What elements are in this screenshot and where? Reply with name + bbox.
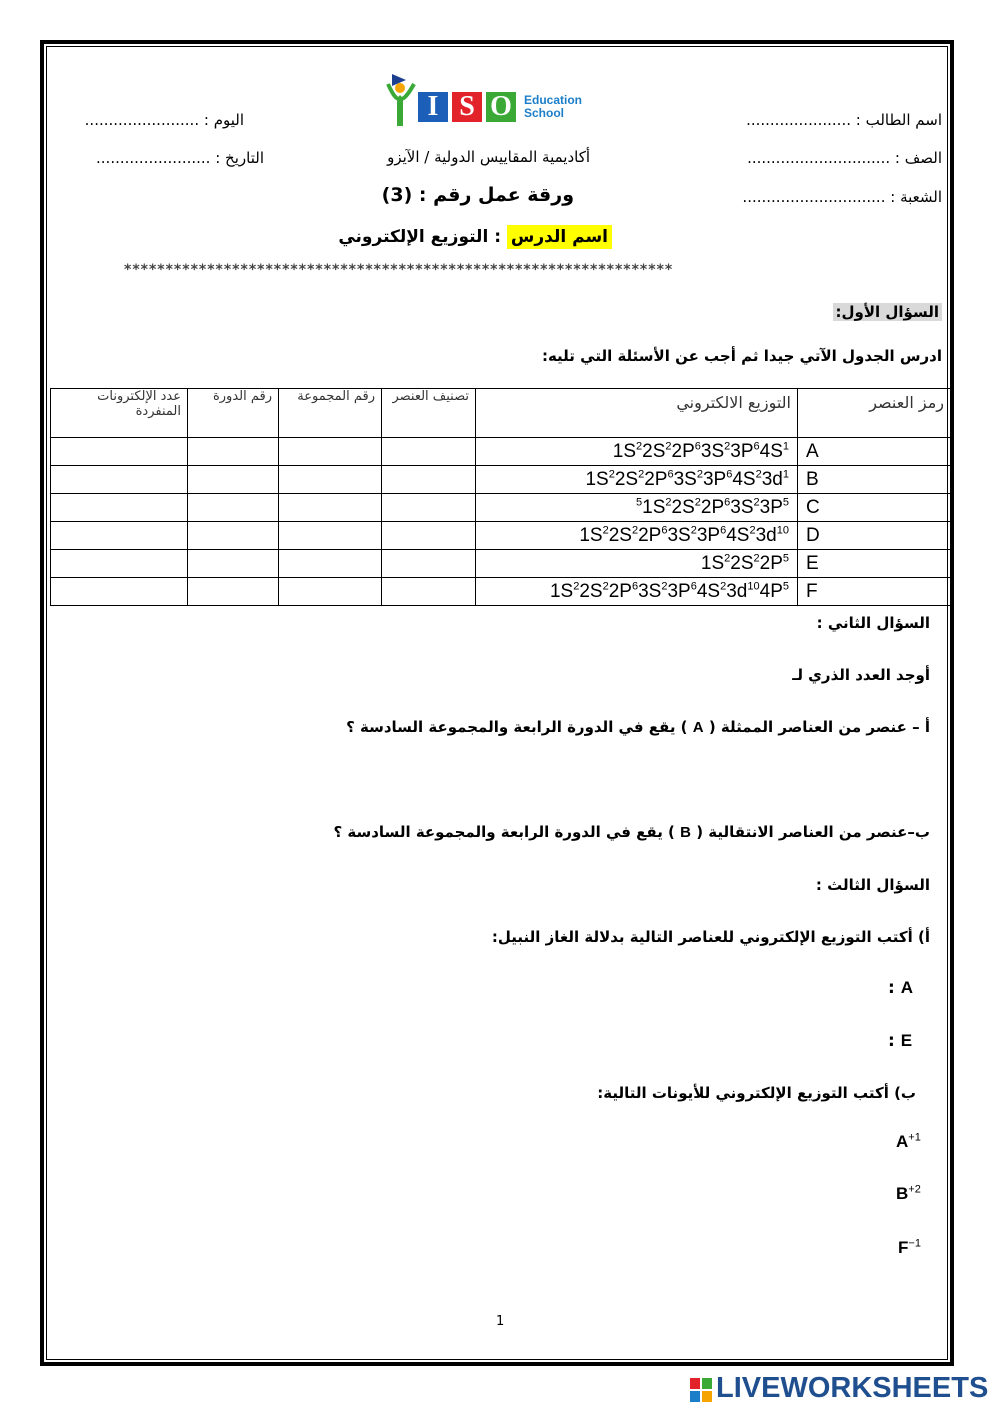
- student-name-label: اسم الطالب :: [855, 111, 942, 129]
- table-row: [51, 466, 951, 494]
- unpaired-cell[interactable]: [51, 494, 188, 522]
- table-row: [51, 438, 951, 466]
- colon: :: [888, 978, 895, 998]
- q2-a-suffix: ) يقع في الدورة الرابعة والمجموعة السادسة ؟: [346, 718, 688, 736]
- q2-title: السؤال الثاني :: [816, 614, 930, 632]
- class-field: [747, 149, 942, 167]
- table-row: [51, 550, 951, 578]
- ion-f: [898, 1238, 921, 1258]
- classification-cell[interactable]: [382, 494, 476, 522]
- q2-b-prefix: ب–عنصر من العناصر الانتقالية (: [696, 823, 930, 841]
- q3-item-e: [888, 1031, 912, 1051]
- worksheet-title: ورقة عمل رقم : (3): [381, 184, 574, 206]
- q2-a-letter: A: [692, 719, 704, 736]
- table-row: [51, 494, 951, 522]
- section-dots[interactable]: ..............................: [742, 188, 886, 206]
- ion-a-charge: +1: [908, 1131, 921, 1144]
- q1-title-text: السؤال الأول:: [833, 303, 942, 321]
- ion-f-base: F: [898, 1238, 909, 1257]
- period-cell[interactable]: [188, 438, 279, 466]
- day-field: [85, 111, 244, 129]
- electron-configuration: $1S^22S^22P^63S^23P^64S^23d^{10}4P^5$: [476, 578, 798, 606]
- student-name-dots[interactable]: ......................: [746, 111, 851, 129]
- table-header-row: [51, 389, 951, 438]
- q2-intro: أوجد العدد الذري لـ: [792, 666, 930, 684]
- period-cell[interactable]: [188, 578, 279, 606]
- academy-name: أكاديمية المقاييس الدولية / الآيزو: [387, 148, 590, 166]
- day-dots[interactable]: ........................: [84, 111, 200, 129]
- classification-cell[interactable]: [382, 578, 476, 606]
- element-symbol: E: [798, 550, 951, 578]
- brand-name: LIVEWORKSHEETS: [716, 1372, 989, 1404]
- ion-b-base: B: [896, 1184, 909, 1203]
- logo-letter-i: I: [418, 92, 448, 122]
- header-unpaired: عدد الإلكترونات المنفردة: [51, 389, 188, 438]
- unpaired-cell[interactable]: [51, 578, 188, 606]
- class-label: الصف :: [894, 149, 942, 167]
- electron-configuration: $^51S^22S^22P^63S^23P^5$: [476, 494, 798, 522]
- date-field: [96, 149, 264, 167]
- element-symbol: F: [798, 578, 951, 606]
- period-cell[interactable]: [188, 494, 279, 522]
- lesson-name: : التوزيع الإلكتروني: [338, 227, 501, 247]
- electron-configuration: $1S^22S^22P^63S^23P^64S^1$: [476, 438, 798, 466]
- logo-letter-s: S: [452, 92, 482, 122]
- header-period: رقم الدورة: [188, 389, 279, 438]
- q3-title: السؤال الثالث :: [815, 876, 930, 894]
- electron-configuration: $1S^22S^22P^5$: [476, 550, 798, 578]
- group-cell[interactable]: [279, 550, 382, 578]
- liveworksheets-logo-icon: [690, 1378, 712, 1402]
- date-dots[interactable]: ........................: [96, 149, 211, 167]
- q3-part-b: ب) أكتب التوزيع الإلكتروني للأيونات التالية:: [597, 1084, 916, 1102]
- q2-b-letter: B: [680, 824, 691, 841]
- page-number: 1: [496, 1314, 505, 1329]
- ion-b: [896, 1184, 921, 1204]
- q1-instruction: ادرس الجدول الآتي جيدا ثم أجب عن الأسئلة التي تليه:: [541, 347, 942, 365]
- item-e-letter: E: [900, 1031, 913, 1050]
- iso-logo: [386, 72, 602, 130]
- element-symbol: B: [798, 466, 951, 494]
- ion-a-base: A: [896, 1132, 909, 1151]
- group-cell[interactable]: [279, 578, 382, 606]
- unpaired-cell[interactable]: [51, 522, 188, 550]
- day-label: اليوم :: [203, 111, 244, 129]
- q1-title: [833, 303, 942, 321]
- header-config: التوزيع الالكتروني: [476, 389, 798, 438]
- element-symbol: C: [798, 494, 951, 522]
- electron-configuration: $1S^22S^22P^63S^23P^64S^23d^1$: [476, 466, 798, 494]
- q2-a-prefix: أ – عنصر من العناصر الممثلة (: [708, 718, 930, 736]
- logo-line-school: School: [524, 106, 565, 120]
- ion-b-charge: +2: [908, 1183, 921, 1196]
- item-a-letter: A: [900, 978, 914, 997]
- unpaired-cell[interactable]: [51, 438, 188, 466]
- classification-cell[interactable]: [382, 522, 476, 550]
- q2-b-suffix: ) يقع في الدورة الرابعة والمجموعة السادسة ؟: [333, 823, 675, 841]
- period-cell[interactable]: [188, 550, 279, 578]
- classification-cell[interactable]: [382, 438, 476, 466]
- unpaired-cell[interactable]: [51, 550, 188, 578]
- class-dots[interactable]: ..............................: [747, 149, 891, 167]
- colon: :: [888, 1031, 895, 1051]
- period-cell[interactable]: [188, 466, 279, 494]
- group-cell[interactable]: [279, 522, 382, 550]
- logo-letter-o: O: [486, 92, 516, 122]
- element-table: [50, 388, 951, 606]
- logo-text: [524, 94, 582, 120]
- q3-item-a: [888, 978, 913, 998]
- group-cell[interactable]: [279, 494, 382, 522]
- section-label: الشعبة :: [890, 188, 942, 206]
- student-name-field: [746, 111, 942, 129]
- classification-cell[interactable]: [382, 550, 476, 578]
- classification-cell[interactable]: [382, 466, 476, 494]
- header-symbol: رمز العنصر: [798, 389, 951, 438]
- group-cell[interactable]: [279, 438, 382, 466]
- logo-line-education: Education: [524, 93, 583, 107]
- star-divider: ******************************************************************: [124, 262, 674, 278]
- element-symbol: D: [798, 522, 951, 550]
- student-figure-icon: [386, 72, 416, 128]
- section-field: [742, 188, 942, 206]
- unpaired-cell[interactable]: [51, 466, 188, 494]
- ion-a: [896, 1132, 921, 1152]
- header-classification: تصنيف العنصر: [382, 389, 476, 438]
- header-group: رقم المجموعة: [279, 389, 382, 438]
- lesson-label: اسم الدرس: [507, 225, 612, 249]
- liveworksheets-brand[interactable]: [690, 1372, 990, 1406]
- ion-f-charge: −1: [908, 1237, 921, 1250]
- date-label: التاريخ :: [215, 149, 264, 167]
- period-cell[interactable]: [188, 522, 279, 550]
- q2-part-b: [333, 823, 930, 841]
- q2-part-a: [346, 718, 930, 736]
- electron-configuration: $1S^22S^22P^63S^23P^64S^23d^{10}$: [476, 522, 798, 550]
- lesson-line: [338, 222, 612, 252]
- q3-part-a: أ) أكتب التوزيع الإلكتروني للعناصر التالية بدلالة الغاز النبيل:: [491, 928, 930, 946]
- table-row: [51, 578, 951, 606]
- group-cell[interactable]: [279, 466, 382, 494]
- element-symbol: A: [798, 438, 951, 466]
- table-row: [51, 522, 951, 550]
